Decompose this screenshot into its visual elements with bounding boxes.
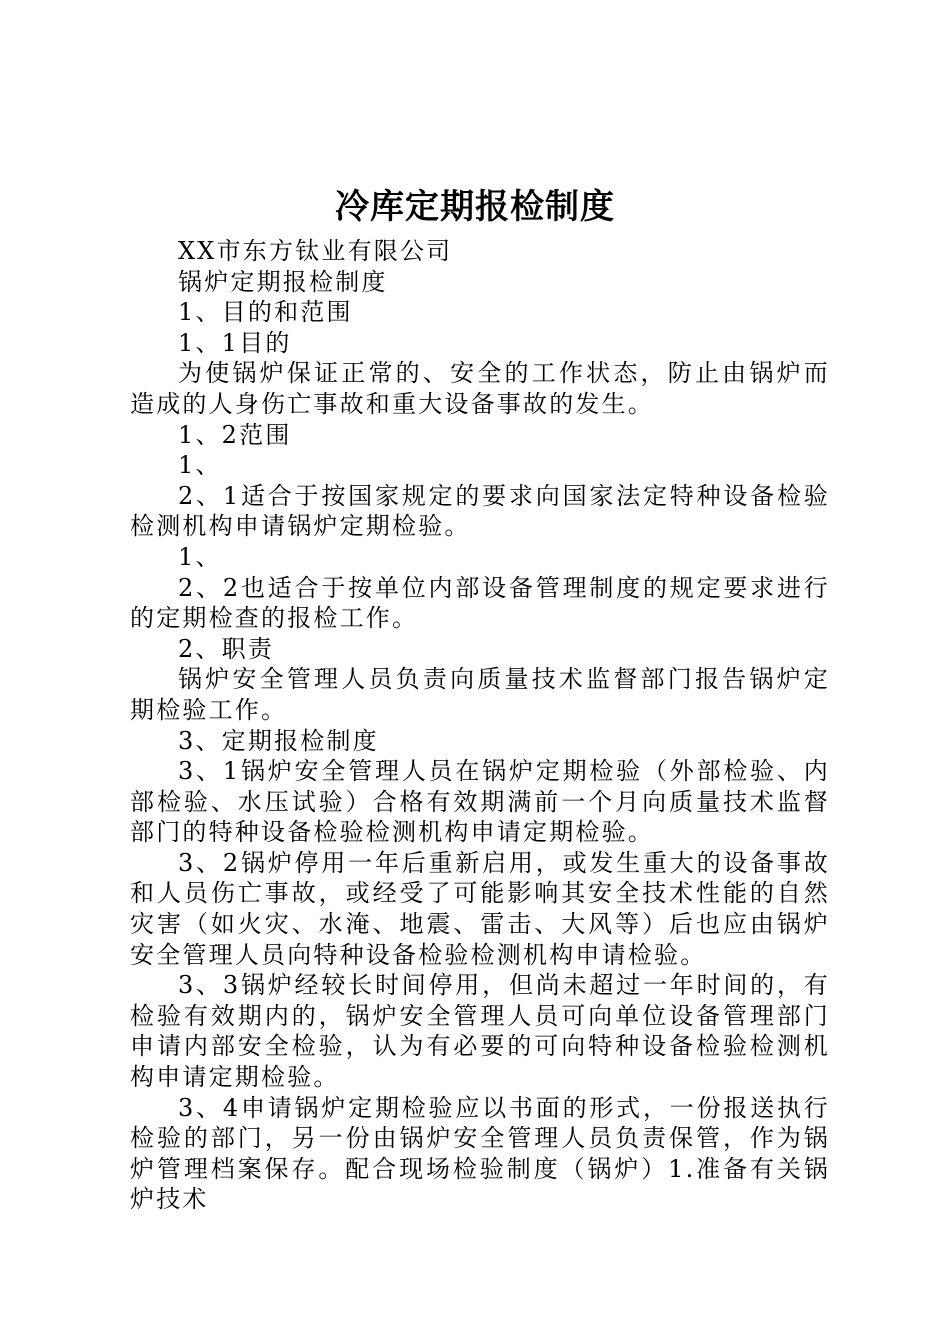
paragraph-subtitle: 锅炉定期报检制度 (178, 267, 388, 296)
paragraph-item-3-3: 3、3锅炉经较长时间停用，但尚未超过一年时间的，有检验有效期内的，锅炉安全管理人员可向单位设备管理部门申请内部安全检验，认为有必要的可向特种设备检验检测机构申请定期检验。 (130, 971, 830, 1092)
paragraph-section-3: 3、定期报检制度 (178, 726, 379, 755)
paragraph-item-marker: 1、 (178, 451, 222, 480)
paragraph-item-3-1: 3、1锅炉安全管理人员在锅炉定期检验（外部检验、内部检验、水压试验）合格有效期满前一个月向质量技术监督部门的特种设备检验检测机构申请定期检验。 (130, 757, 830, 847)
paragraph-item-3-4: 3、4申请锅炉定期检验应以书面的形式，一份报送执行检验的部门，另一份由锅炉安全管理人员负责保管，作为锅炉管理档案保存。配合现场检验制度（锅炉）1.准备有关锅炉技术 (130, 1093, 830, 1214)
paragraph-item-2-2: 2、2也适合于按单位内部设备管理制度的规定要求进行的定期检查的报检工作。 (130, 573, 830, 633)
document-body (130, 236, 830, 1215)
paragraph-item-3-2: 3、2锅炉停用一年后重新启用，或发生重大的设备事故和人员伤亡事故，或经受了可能影响其安全技术性能的自然灾害（如火灾、水淹、地震、雷击、大风等）后也应由锅炉安全管理人员向特种设备检验检测机构申请检验。 (130, 848, 830, 969)
paragraph-responsibility: 锅炉安全管理人员负责向质量技术监督部门报告锅炉定期检验工作。 (130, 665, 830, 724)
paragraph-section-1-1: 1、1目的 (178, 328, 292, 357)
paragraph-company: XX市东方钛业有限公司 (178, 237, 453, 265)
paragraph-section-1-2: 1、2范围 (178, 420, 292, 449)
document-title: 冷库定期报检制度 (335, 187, 615, 227)
paragraph-item-2-1: 2、1适合于按国家规定的要求向国家法定特种设备检验检测机构申请锅炉定期检验。 (130, 481, 830, 541)
paragraph-purpose: 为使锅炉保证正常的、安全的工作状态，防止由锅炉而造成的人身伤亡事故和重大设备事故的发生。 (130, 359, 830, 418)
paragraph-section-1: 1、目的和范围 (178, 298, 353, 327)
paragraph-item-marker: 1、 (178, 542, 222, 571)
paragraph-section-2: 2、职责 (178, 634, 275, 663)
